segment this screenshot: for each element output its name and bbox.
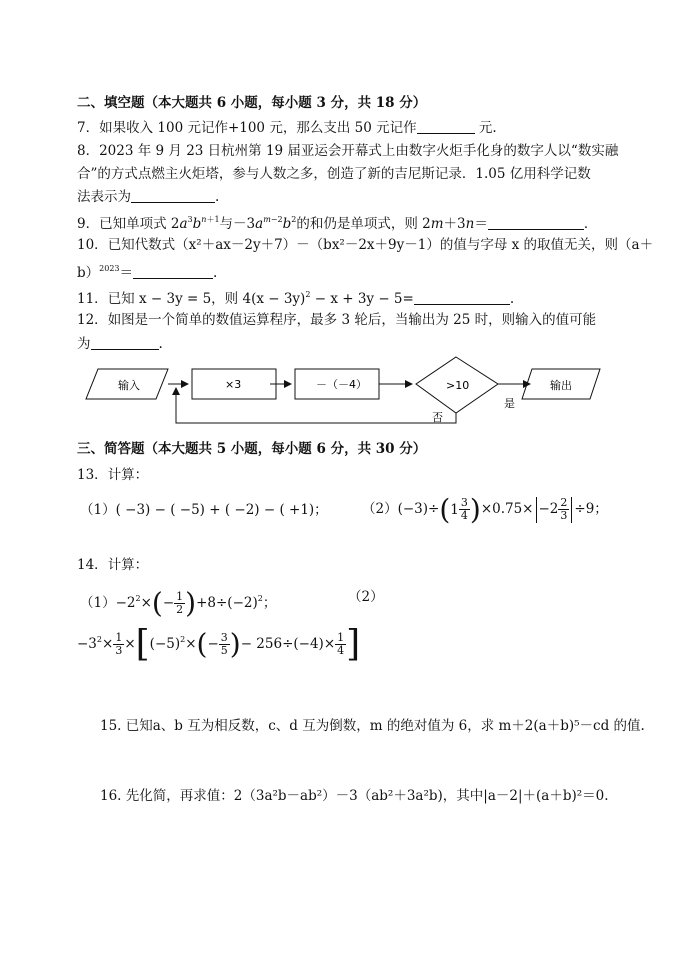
question-text: 已知 x − 3y = 5，则 4(x − 3y) [107,291,306,307]
q14-part-1-text: （1）−2 [80,595,136,611]
section-title: 二、填空题（本大题共 6 小题，每小题 3 分，共 18 分） [77,95,427,111]
q13-part-2-text: ×0.75× [480,501,534,517]
question-text: 已知代数式（x²＋ax－2y＋7）－（bx²－2x＋9y－1）的值与字母 x 的取值无关，则（a＋ [107,237,654,253]
question-10-line-2 [77,260,217,282]
q13-part-2-text: ÷9； [574,501,608,517]
question-number: 11． [77,291,108,307]
question-number: 8． [77,143,100,159]
question-text: 计算： [107,557,149,573]
answer-blank [417,120,475,134]
section-title: 三、简答题（本大题共 5 小题，每小题 6 分，共 30 分） [77,441,427,457]
question-text: ＝ [119,265,134,281]
question-tail: . [509,291,515,307]
question-text: − x + 3y − 5= [310,291,414,307]
question-tail: . [215,189,220,205]
question-text: 为 [77,336,91,352]
question-text: b） [77,265,100,281]
question-number: 9． [77,216,100,232]
question-number: 14． [77,557,108,573]
question-text: 法表示为 [77,189,131,205]
no-label: 否 [432,411,443,424]
exponent: 2023 [99,264,120,273]
question-8-line-3 [77,188,219,206]
input-label: 输入 [118,379,140,392]
question-number: 10． [77,237,108,253]
q14-part-2-label: （2） [348,589,384,605]
question-12-line-2 [77,335,163,353]
multiply-label: ×3 [225,378,242,391]
question-tail: . [158,336,163,352]
question-number: 12． [77,312,108,328]
question-8-line-1 [77,142,618,160]
question-14 [77,556,148,574]
question-tail: ． [583,216,598,232]
answer-blank [131,189,215,203]
q13-part-2: （2）(−3)÷ ( 1 $\frac{3}{4}$ ) ×0.75× −2 $\frac{2}{3}$ ÷9； [362,492,608,526]
question-text: 的和仍是单项式，则 2 [296,216,431,232]
question-12-line-1 [77,311,596,329]
q14-part-2: $-3^2\times$ $\frac{1}{3}$ $\times[(-5)^2\times(-$ $\frac{3}{5}$ )− 256÷(−4)× $\frac{1}{4}$ ] [77,623,361,665]
question-11: 11．已知 x − 3y = 5，则 $4(x - 3y)^2 - x + 3y - 5=$ . [77,290,515,307]
question-10-line-1 [77,236,653,254]
subtract-label: －（－4） [316,378,367,391]
answer-blank [91,336,159,350]
answer-blank [414,291,510,305]
question-9: 9．已知单项式 $2a^3b^{n+1}$与$-3a^{m-2}b^2$的和仍是单项式，则 2m＋3n＝ ． [77,215,598,232]
answer-blank [488,216,584,230]
question-15: 15. 已知a、b 互为相反数，c、d 互为倒数，m 的绝对值为 6，求 m＋2(a＋b)⁵－cd 的值. [100,718,645,734]
flowchart [80,355,610,430]
question-16: 16. 先化简，再求值：2（3a²b－ab²）－3（ab²＋3a²b)，其中|a－2|＋(a＋b)²＝0. [100,788,609,804]
yes-label: 是 [504,397,515,410]
q13-part-2-text: （2）(−3)÷ [362,501,440,517]
condition-label: >10 [446,379,470,392]
q13-part-1: （1）( −3) − ( −5) + ( −2) − ( +1)； [80,502,328,518]
question-number: 7． [77,120,100,136]
question-text: 2023 年 9 月 23 日杭州第 19 届亚运会开幕式上由数字火炬手化身的数字人以“数实融 [99,143,619,159]
q14-part-1: $(1)-2^2\times(-$ $\frac{1}{2}$ )$+8\div(-2)^2$； [80,586,277,620]
output-label: 输出 [550,379,572,392]
question-text: 如果收入 100 元记作+100 元，那么支出 50 元记作 [99,120,417,136]
question-number: 13． [77,467,108,483]
q14-part-1-text: × [140,595,152,611]
question-7 [77,119,497,137]
question-text: 已知单项式 2 [99,216,180,232]
question-13 [77,466,148,484]
q14-part-1-text: ； [262,595,277,611]
answer-blank [133,265,213,279]
question-text: 计算： [107,467,149,483]
q14-part-1-text: +8÷(−2) [196,595,258,611]
mixed-number: ( 1 $\frac{3}{4}$ ) [439,492,481,526]
question-tail: 元. [478,120,497,136]
question-8-line-2: 合”的方式点燃主火炬塔，参与人数之多，创造了新的吉尼斯记录．1.05 亿用科学记数 [77,166,591,182]
question-tail: . [213,265,218,281]
question-text: 与－3 [219,216,256,232]
question-text: 如图是一个简单的数值运算程序，最多 3 轮后，当输出为 25 时，则输入的值可能 [107,312,597,328]
